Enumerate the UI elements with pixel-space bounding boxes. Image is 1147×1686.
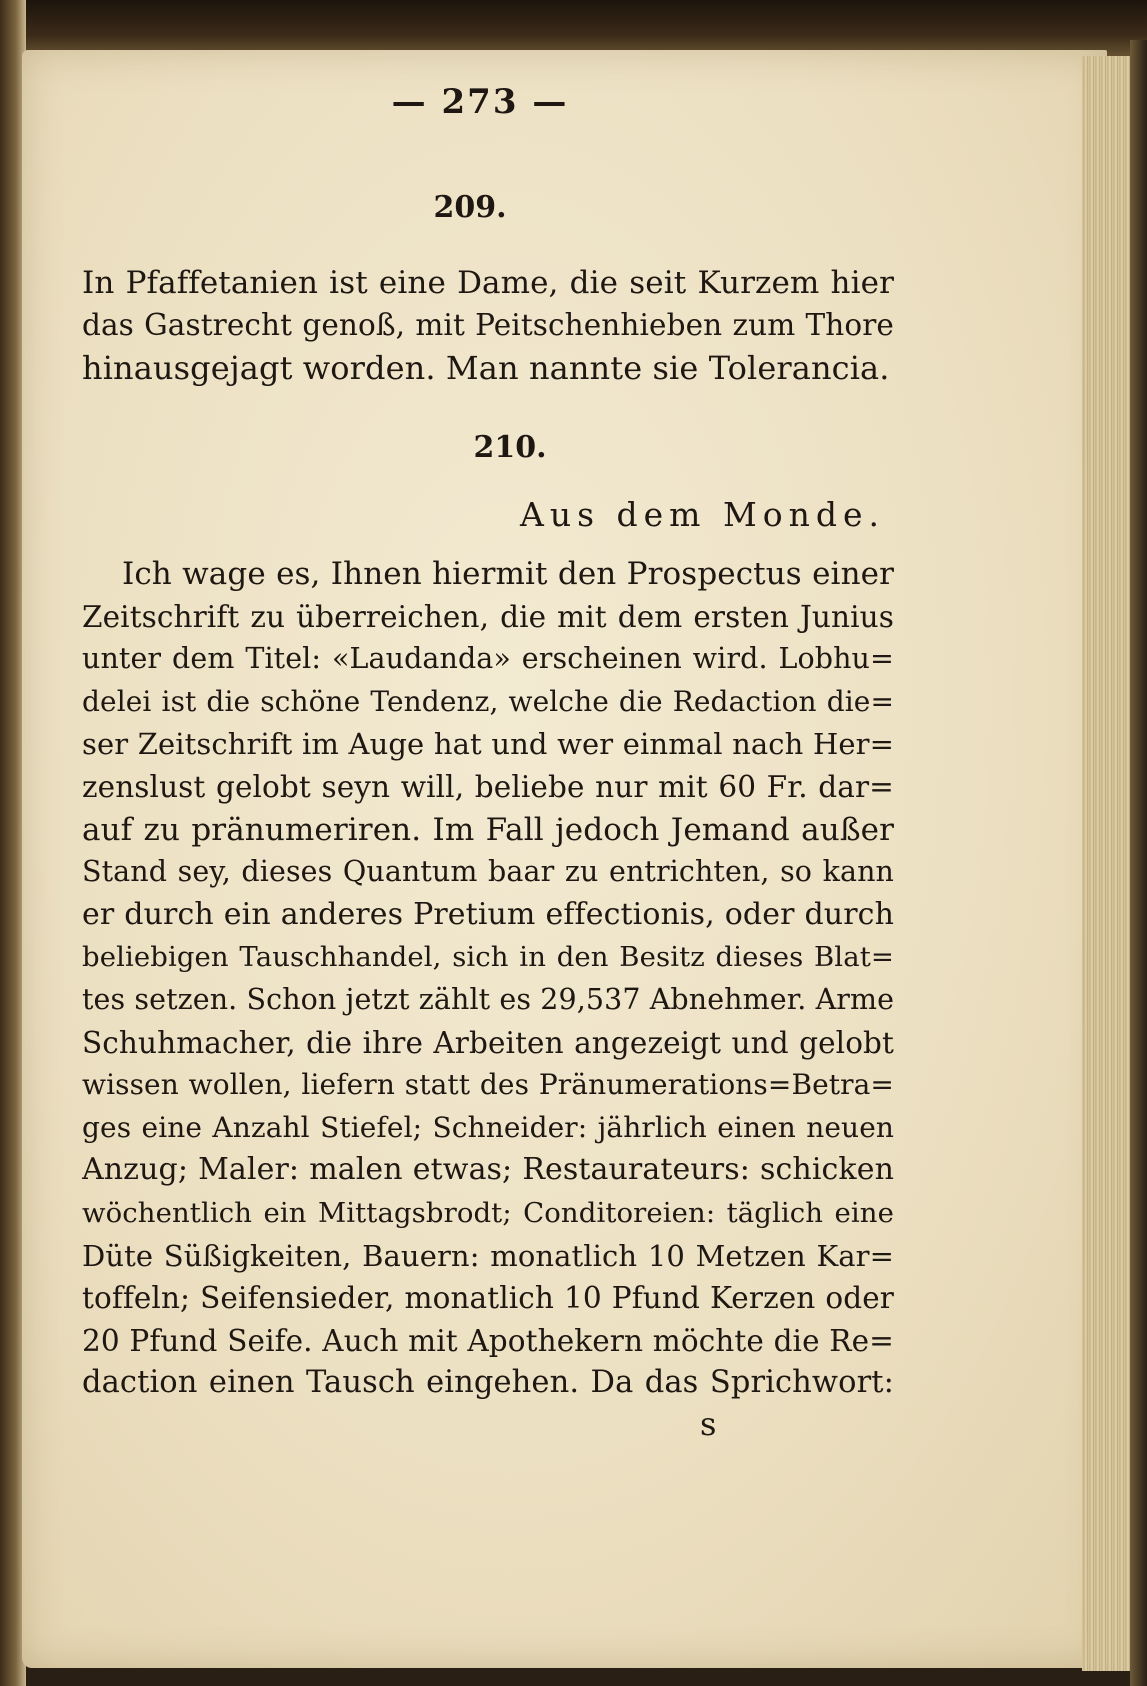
text-line: ges eine Anzahl Stiefel; Schneider: jährlich einen neuen [82, 1110, 894, 1144]
text-line: beliebigen Tauschhandel, sich in den Besitz dieses Blat= [82, 941, 894, 974]
text-line: unter dem Titel: «Laudanda» erscheinen wird. Lobhu= [82, 642, 894, 676]
scan-border-right [1130, 40, 1147, 1686]
text-line: das Gastrecht genoß, mit Peitschenhieben zum Thore [82, 308, 894, 343]
text-line: delei ist die schöne Tendenz, welche die Redaction die= [82, 684, 894, 718]
text-line: Düte Süßigkeiten, Bauern: monatlich 10 Metzen Kar= [82, 1238, 894, 1273]
text-line: Anzug; Maler: malen etwas; Restaurateurs: schicken [82, 1152, 894, 1188]
text-line: ser Zeitschrift im Auge hat und wer einmal nach Her= [82, 727, 894, 762]
text-line: auf zu pränumeriren. Im Fall jedoch Jemand außer [82, 811, 894, 848]
entry-210-heading: Aus dem Monde. [520, 495, 885, 534]
entry-number-209: 209. [433, 190, 507, 225]
page-number: — 273 — [391, 82, 569, 122]
text-line: Ich wage es, Ihnen hiermit den Prospectus einer [122, 556, 894, 592]
text-line: 20 Pfund Seife. Auch mit Apothekern möchte die Re= [82, 1323, 894, 1358]
catchword: s [700, 1405, 717, 1443]
text-line: Schuhmacher, die ihre Arbeiten angezeigt und gelobt [82, 1025, 894, 1060]
text-line: wöchentlich ein Mittagsbrodt; Conditoreien: täglich eine [82, 1196, 894, 1229]
entry-209-text [82, 262, 894, 389]
text-line: er durch ein anderes Pretium effectionis, oder durch [82, 896, 894, 932]
text-line: Zeitschrift zu überreichen, die mit dem ersten Junius [82, 599, 894, 634]
text-line: In Pfaffetanien ist eine Dame, die seit Kurzem hier [82, 265, 894, 301]
text-line: zenslust gelobt seyn will, beliebe nur mit 60 Fr. dar= [82, 769, 894, 804]
text-line: wissen wollen, liefern statt des Pränumerations=Betra= [82, 1068, 894, 1102]
text-line: Stand sey, dieses Quantum baar zu entrichten, so kann [82, 855, 894, 889]
text-line: daction einen Tausch eingehen. Da das Sprichwort: [82, 1365, 894, 1401]
entry-210-text [82, 553, 894, 1405]
text-line: hinausgejagt worden. Man nannte sie Tolerancia. [82, 348, 890, 387]
text-line: toffeln; Seifensieder, monatlich 10 Pfund Kerzen oder [82, 1281, 894, 1316]
entry-number-210: 210. [473, 430, 547, 465]
text-line: tes setzen. Schon jetzt zählt es 29,537 Abnehmer. Arme [82, 982, 894, 1016]
